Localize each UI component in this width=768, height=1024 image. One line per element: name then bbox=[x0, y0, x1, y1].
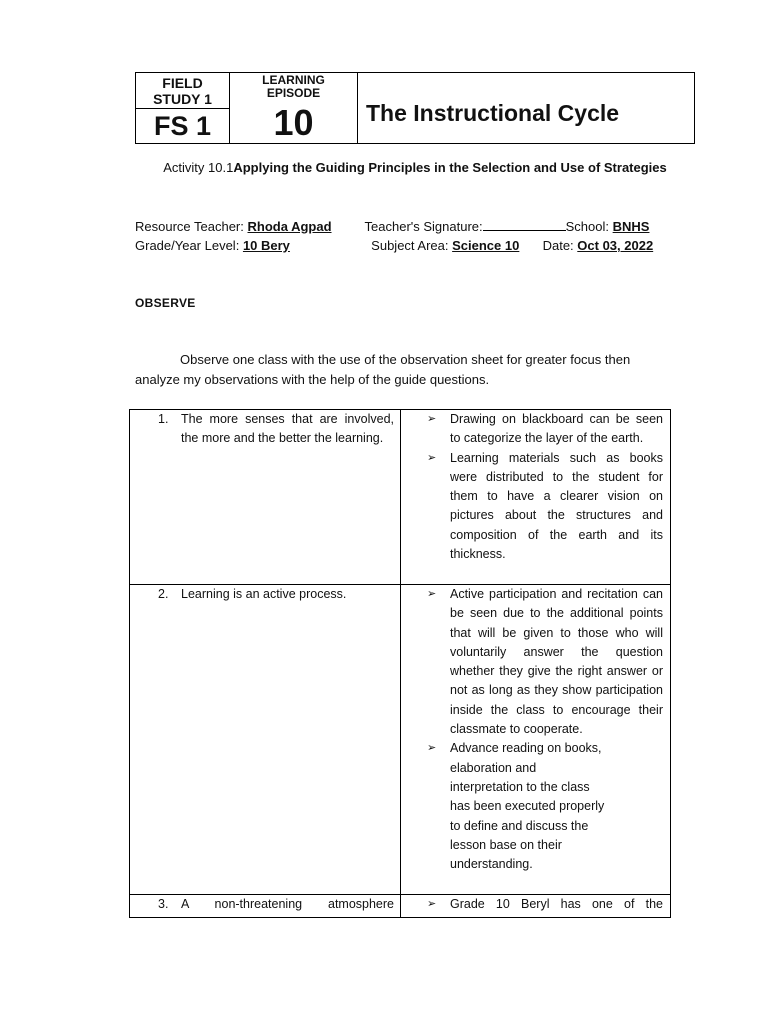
observation-item: ➢ Advance reading on books, elaboration and interpretation to the class has been executed properly to define and discuss the lesson base on their understanding. bbox=[427, 741, 605, 872]
episode-cell bbox=[230, 73, 358, 143]
activity-number: Activity 10.1 bbox=[163, 160, 234, 175]
episode-number: 10 bbox=[273, 102, 314, 143]
row-number: 3. bbox=[158, 897, 169, 911]
principle-text: A non-threatening atmosphere bbox=[181, 897, 394, 911]
bullet-arrow-icon: ➢ bbox=[427, 413, 437, 425]
principle-cell bbox=[129, 585, 401, 894]
observation-cell bbox=[400, 585, 671, 894]
course-code: FS 1 bbox=[153, 111, 212, 141]
signature-label: Teacher's Signature: bbox=[364, 219, 483, 234]
instructions-paragraph: Observe one class with the use of the observation sheet for greater focus then analyze my observations with the help of the guide questions. bbox=[135, 352, 631, 387]
observation-cell bbox=[400, 895, 671, 917]
bullet-arrow-icon: ➢ bbox=[427, 742, 437, 755]
table-row bbox=[129, 409, 671, 584]
bullet-arrow-icon: ➢ bbox=[427, 898, 437, 910]
info-row-1 bbox=[135, 219, 649, 234]
table-row bbox=[129, 584, 671, 894]
bullet-arrow-icon: ➢ bbox=[427, 588, 437, 600]
observation-item: ➢ Grade 10 Beryl has one of the bbox=[400, 895, 670, 914]
observation-item: ➢ Drawing on blackboard can be seen to categorize the layer of the earth. bbox=[427, 412, 663, 446]
date-value: Oct 03, 2022 bbox=[577, 238, 654, 253]
course-cell bbox=[136, 73, 230, 143]
resource-teacher-label: Resource Teacher: bbox=[135, 219, 248, 234]
principle-cell bbox=[129, 895, 401, 917]
field-study-label: FIELD STUDY 1 bbox=[136, 73, 229, 109]
observation-table bbox=[129, 409, 671, 1009]
grade-value: 10 Bery bbox=[242, 238, 290, 253]
learning-episode-label: LEARNING EPISODE bbox=[262, 73, 325, 100]
row-number: 2. bbox=[158, 587, 169, 601]
row-number: 1. bbox=[158, 412, 169, 426]
section-heading: OBSERVE bbox=[135, 296, 196, 310]
signature-line bbox=[483, 219, 566, 231]
title-cell bbox=[358, 73, 694, 143]
table-row bbox=[129, 894, 671, 918]
header-box bbox=[135, 72, 695, 144]
principle-text: The more senses that are involved, the more and the better the learning. bbox=[181, 412, 394, 446]
date-label: Date: bbox=[542, 238, 578, 253]
principle-cell bbox=[129, 410, 401, 584]
principle-text: Learning is an active process. bbox=[181, 587, 347, 601]
bullet-arrow-icon: ➢ bbox=[427, 451, 437, 464]
grade-label: Grade/Year Level: bbox=[135, 238, 243, 253]
subject-value: Science 10 bbox=[452, 238, 520, 253]
activity-name: Applying the Guiding Principles in the Selection and Use of Strategies bbox=[233, 160, 667, 175]
info-row-2 bbox=[135, 238, 653, 253]
document-title: The Instructional Cycle bbox=[366, 100, 620, 126]
school-label: School: bbox=[565, 219, 613, 234]
observation-item: ➢ Learning materials such as books were distributed to the student for them to have a clearer vision on pictures about the structures and composition of the earth and its thickness. bbox=[427, 450, 663, 562]
activity-title bbox=[135, 157, 695, 178]
observation-item: ➢ Active participation and recitation can be seen due to the additional points that will be given to those who will voluntarily answer the question whether they give the right answer or not as long as they show participation inside the class to encourage their classmate to cooperate. bbox=[427, 587, 663, 737]
subject-label: Subject Area: bbox=[371, 238, 453, 253]
observation-cell bbox=[400, 410, 671, 584]
resource-teacher-value: Rhoda Agpad bbox=[247, 219, 332, 234]
school-value: BNHS bbox=[612, 219, 650, 234]
